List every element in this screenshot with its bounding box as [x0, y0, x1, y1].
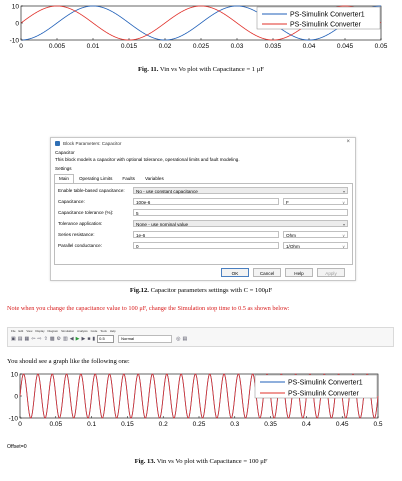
series-resistance-input[interactable]	[133, 231, 279, 238]
menu-bar	[11, 329, 119, 333]
dropdown-arrow-icon: ▾	[342, 222, 345, 227]
figure11-caption-number: Fig. 11.	[138, 66, 159, 73]
menu-code[interactable]: Code	[90, 329, 98, 333]
settings-tabs	[54, 174, 169, 182]
run-icon[interactable]: ▶	[75, 336, 80, 342]
menu-diagram[interactable]: Diagram	[47, 329, 59, 333]
f11-x-tick-label: 0.05	[374, 43, 388, 50]
param-label: Capacitance tolerance (%):	[58, 210, 114, 215]
table-based-capacitance-dropdown[interactable]	[133, 187, 348, 194]
ok-button[interactable]: OK	[221, 268, 249, 277]
unit-value: Ohm	[286, 233, 296, 238]
simulink-toolbar	[7, 327, 394, 347]
param-label: Capacitance:	[58, 199, 85, 204]
figure13-legend-label-1: PS-Simulink Converter1	[288, 379, 363, 387]
f11-y-tick-label: -10	[9, 37, 19, 45]
f11-x-tick-label: 0.03	[230, 43, 244, 50]
cancel-button[interactable]: Cancel	[253, 268, 281, 277]
dropdown-arrow-icon: ▾	[342, 189, 345, 194]
menu-view[interactable]: View	[26, 329, 33, 333]
f11-x-tick-label: 0.025	[192, 43, 210, 50]
input-value: 100e-6	[136, 200, 151, 205]
param-row-tolerance	[55, 209, 352, 218]
dropdown-value: No - use constant capacitance	[136, 189, 198, 194]
close-icon[interactable]: ×	[346, 139, 350, 145]
f13-y-tick-label: 10	[10, 371, 18, 379]
input-value: 1e-6	[136, 233, 146, 238]
stop-icon[interactable]: ■	[87, 336, 91, 342]
menu-simulation[interactable]: Simulation	[61, 329, 75, 333]
menu-display[interactable]: Display	[35, 329, 45, 333]
grid-icon[interactable]: ▥	[63, 336, 68, 342]
advisor-icon[interactable]: ◎	[176, 336, 181, 342]
figure11-caption-text: Vin vs Vo plot with Capacitance = 1 μF	[159, 66, 264, 73]
stop-time-input[interactable]: 0.5	[97, 335, 114, 343]
param-label: Series resistance:	[58, 232, 95, 237]
param-row-capacitance	[55, 198, 352, 207]
offset-label: Offset=0	[7, 444, 27, 450]
chevron-down-icon: ∨	[342, 200, 345, 205]
input-value: 5	[136, 211, 139, 216]
tab-operating-limits[interactable]: Operating Limits	[78, 176, 113, 181]
f11-x-tick-label: 0.04	[302, 43, 316, 50]
f13-x-tick-label: 0.4	[301, 421, 311, 428]
param-label: Parallel conductance:	[58, 243, 102, 248]
figure11-chart	[0, 0, 402, 60]
step-forward-icon[interactable]: ▶	[81, 336, 86, 342]
f11-x-tick-label: 0.045	[336, 43, 354, 50]
menu-file[interactable]: File	[11, 329, 16, 333]
open-icon[interactable]: ▤	[17, 336, 23, 342]
back-icon[interactable]: ⇦	[31, 336, 36, 342]
figure13-legend-label-2: PS-Simulink Converter	[288, 390, 359, 398]
f13-y-tick-label: -10	[8, 415, 18, 423]
tab-main[interactable]: Main	[54, 174, 74, 184]
f13-x-tick-label: 0.25	[192, 421, 206, 428]
f11-x-tick-label: 0.005	[48, 43, 66, 50]
tab-variables[interactable]: Variables	[144, 176, 164, 181]
f13-x-tick-label: 0.45	[335, 421, 349, 428]
library-icon[interactable]: ▩	[49, 336, 55, 342]
f13-x-tick-label: 0.35	[264, 421, 277, 428]
unit-value: F	[286, 200, 289, 205]
figure11-caption	[0, 66, 402, 73]
f13-x-tick-label: 0.1	[87, 421, 97, 428]
figure13-chart	[0, 368, 402, 444]
block-parameters-dialog	[50, 137, 356, 281]
f13-x-tick-label: 0.15	[121, 421, 134, 428]
settings-icon[interactable]: ⚙	[56, 336, 62, 342]
f13-x-tick-label: 0.05	[49, 421, 63, 428]
save-icon[interactable]: ▦	[24, 336, 30, 342]
menu-tools[interactable]: Tools	[100, 329, 107, 333]
f13-x-tick-label: 0	[18, 421, 22, 428]
param-row-table-based	[55, 187, 352, 196]
param-row-series-resistance	[55, 231, 352, 240]
apply-button[interactable]: Apply	[317, 268, 345, 277]
unit-value: 1/Ohm	[286, 244, 300, 249]
dialog-title: Block Parameters: Capacitor	[63, 140, 122, 146]
f11-x-tick-label: 0.015	[120, 43, 138, 50]
help-button[interactable]: Help	[285, 268, 313, 277]
tab-faults[interactable]: Faults	[122, 176, 135, 181]
param-row-parallel-conductance	[55, 242, 352, 251]
tolerance-input[interactable]	[133, 209, 348, 216]
f11-y-tick-label: 0	[15, 20, 19, 28]
model-icon[interactable]: ▣	[11, 336, 16, 342]
figure11-legend	[257, 7, 380, 29]
stop-time-note: Note when you change the capacitance value to 100 μF, change the Simulation stop time to 0.5 as shown below:	[7, 305, 290, 312]
input-value: 0	[136, 244, 139, 249]
series-resistance-unit-select[interactable]	[283, 231, 348, 238]
capacitance-unit-select[interactable]	[283, 198, 348, 205]
f11-x-tick-label: 0.035	[264, 43, 282, 50]
parameters-panel	[54, 183, 353, 265]
figure11-legend-label-1: PS-Simulink Converter1	[290, 11, 365, 19]
dropdown-value: None - use nominal value	[136, 222, 189, 227]
f13-x-tick-label: 0.3	[230, 421, 240, 428]
build-icon[interactable]: ▤	[182, 336, 188, 342]
dialog-titlebar	[51, 138, 355, 148]
simulink-block-icon	[55, 141, 60, 146]
figure13-legend	[255, 375, 377, 398]
f11-x-tick-label: 0.02	[158, 43, 172, 50]
menu-edit[interactable]: Edit	[18, 329, 24, 333]
figure13-caption-text: Vin vs Vo plot with Capacitance = 100 μF	[156, 458, 268, 465]
block-name: Capacitor	[55, 150, 75, 155]
figure13-caption-number: Fig. 13.	[134, 458, 156, 465]
figure11-legend-label-2: PS-Simulink Converter	[290, 21, 361, 29]
dialog-button-row	[51, 268, 355, 277]
menu-analysis[interactable]: Analysis	[77, 329, 88, 333]
simulation-mode-select[interactable]: Normal	[118, 335, 172, 343]
f11-x-tick-label: 0.01	[86, 43, 100, 50]
figure13-caption	[0, 458, 402, 465]
param-row-tolerance-application	[55, 220, 352, 229]
parallel-conductance-input[interactable]	[133, 242, 279, 249]
figure12-caption-number: Fig.12.	[129, 287, 149, 294]
f13-x-tick-label: 0.5	[373, 421, 383, 428]
figure12-caption-text: Capacitor parameters settings with C = 100μF	[150, 287, 273, 294]
chevron-down-icon: ∨	[342, 244, 345, 249]
settings-label: Settings	[55, 166, 72, 171]
up-icon[interactable]: ⇧	[43, 336, 48, 342]
figure12-caption	[0, 287, 402, 294]
capacitance-input[interactable]	[133, 198, 279, 205]
block-description: This block models a capacitor with optional tolerance, operational limits and fault modeling.	[55, 157, 240, 162]
step-back-icon[interactable]: ◀	[69, 336, 74, 342]
tolerance-application-dropdown[interactable]	[133, 220, 348, 227]
forward-icon[interactable]: ⇨	[37, 336, 42, 342]
f11-y-tick-label: 10	[11, 3, 19, 11]
chevron-down-icon: ∨	[342, 233, 345, 238]
f13-y-tick-label: 0	[14, 393, 18, 401]
param-label: Tolerance application:	[58, 221, 103, 226]
record-icon[interactable]: ▮	[92, 336, 96, 342]
graph-intro-text: You should see a graph like the following one:	[7, 358, 130, 365]
param-label: Enable table-based capacitance:	[58, 188, 125, 193]
f11-x-tick-label: 0	[19, 43, 23, 50]
parallel-conductance-unit-select[interactable]	[283, 242, 348, 249]
menu-help[interactable]: Help	[109, 329, 116, 333]
toolbar-buttons	[11, 334, 189, 344]
f13-x-tick-label: 0.2	[158, 421, 168, 428]
